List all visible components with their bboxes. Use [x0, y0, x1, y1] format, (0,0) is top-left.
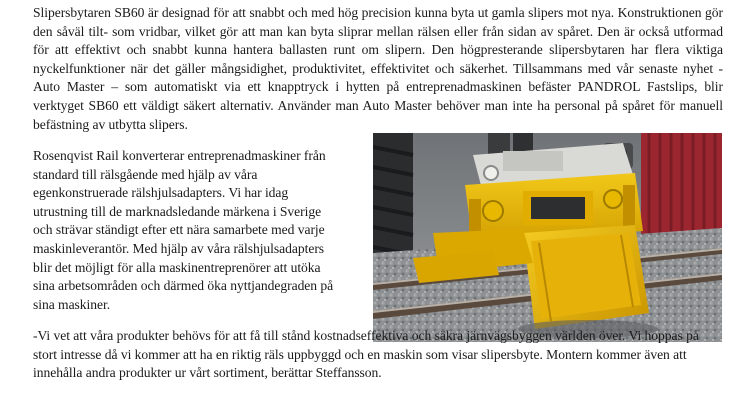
- sleeper-changer-photo: [373, 133, 722, 342]
- sleeper-changer-illustration: [373, 133, 722, 342]
- intro-paragraph: Slipersbytaren SB60 är designad för att snabbt och med hög precision kunna byta ut gamla slipers mot nya. Konstruktionen gör den såväl tilt- som vridbar, vilket gör att man kan byta sliprar mellan rälsen eller från sidan av spåret. Den är också utformad för att effektivt och snabbt kunna hantera ballasten runt om slipern. Den högpresterande slipersbytaren har flera viktiga nyckelfunktioner när det gäller mångsidighet, produktivitet, effektivitet och säkerhet. Tillsammans med vår senaste nyhet - Auto Master – som automatiskt via ett knapptryck i hytten på entreprenadmaskinen befäster PANDROL Fastslips, blir verktyget SB60 ett väldigt säkert alternativ. Använder man Auto Master behöver man inte ha personal på spåret för manuell befästning av utbytta slipers.: [33, 5, 723, 132]
- company-paragraph: Rosenqvist Rail konverterar entreprenadmaskiner från standard till rälsgående med hjälp av våra egenkonstruerade rälshjulsadapters. Vi har idag utrustning till de marknadsledande märkena i Sverige och strävar ständigt efter ett nära samarbete med varje maskinleverantör. Med hjälp av våra rälshjulsadapters blir det möjligt för alla maskinentreprenörer att utöka sina arbetsområden och därmed öka nyttjandegraden på sina maskiner.: [33, 148, 334, 312]
- quote-paragraph: -Vi vet att våra produkter behövs för att få till stånd kostnadseffektiva och säkra järnvägsbyggen världen över. Vi hoppas på stort intresse då vi kommer att ha en riktig räls uppbyggd och en maskin som visar slipersbyte. Montern kommer även att innehålla andra produkter ur vårt sortiment, berättar Steffansson.: [33, 328, 699, 381]
